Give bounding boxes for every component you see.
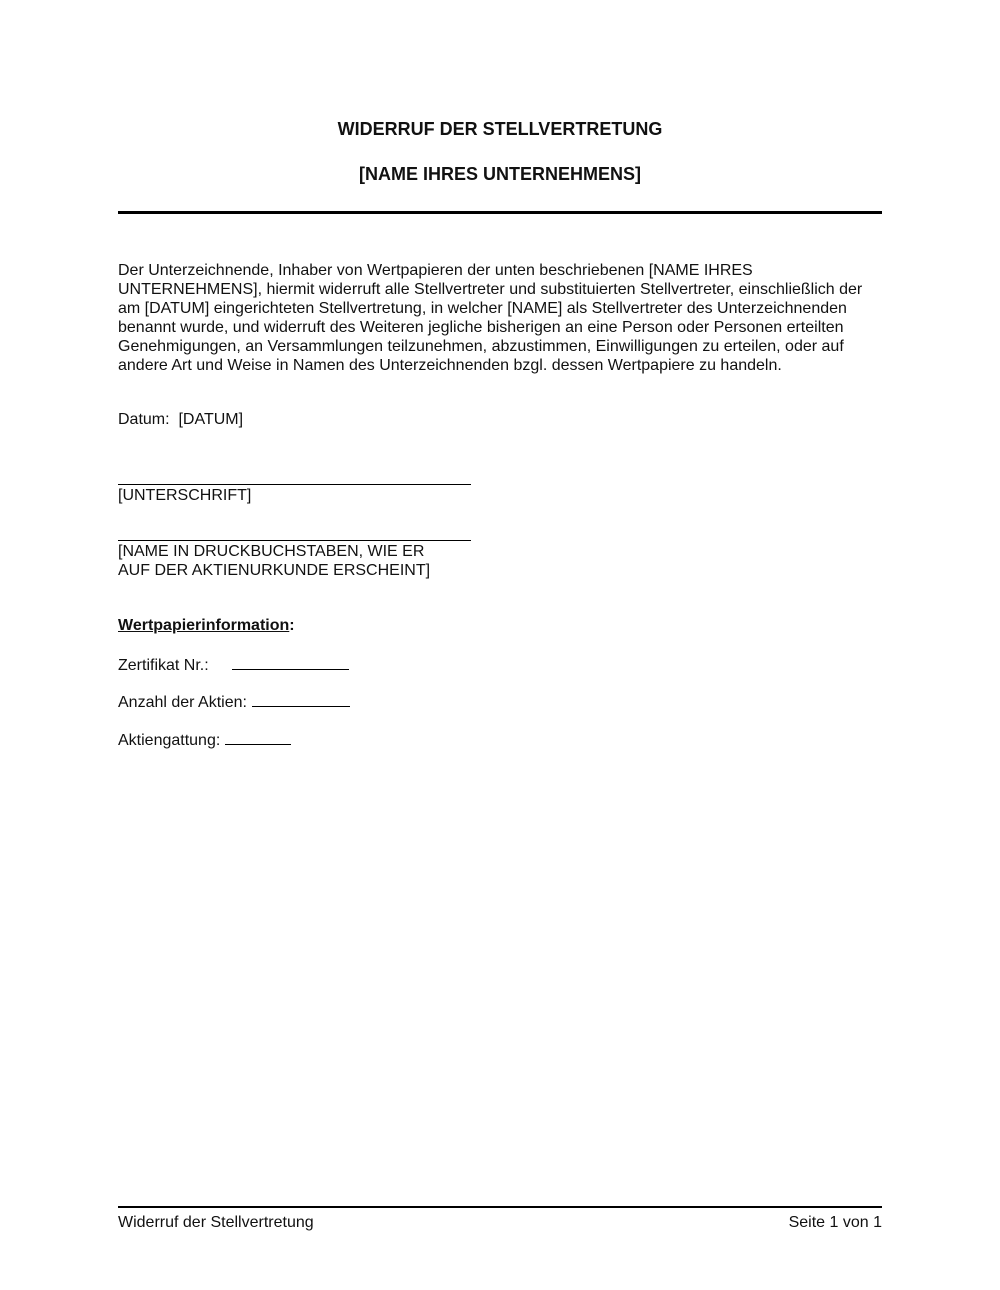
body-line: Der Unterzeichnende, Inhaber von Wertpapieren der unten beschriebenen [NAME IHRES [118,262,753,279]
date-label: Datum: [118,411,170,428]
printed-name-label-line: AUF DER AKTIENURKUNDE ERSCHEINT] [118,562,431,579]
date-value: [DATUM] [178,411,244,428]
printed-name-label [118,542,430,580]
printed-name-line [118,540,471,541]
body-line: andere Art und Weise in Namen des Unterzeichnenden bzgl. dessen Wertpapiere zu handeln. [118,357,782,374]
share-count-field [118,690,350,713]
signature-label: [UNTERSCHRIFT] [118,487,252,504]
body-line: am [DATUM] eingerichteten Stellvertretung, in welcher [NAME] als Stellvertreter des Unterzeichnenden [118,300,847,317]
printed-name-label-line: [NAME IN DRUCKBUCHSTABEN, WIE ER [118,543,425,560]
certificate-number-blank [232,653,349,670]
footer-divider [118,1206,882,1208]
share-class-label: Aktiengattung: [118,732,221,749]
body-line: Genehmigungen, an Versammlungen teilzunehmen, abzustimmen, Einwilligungen zu erteilen, oder auf [118,338,844,355]
body-line: benannt wurde, und widerruft des Weiteren jegliche bisherigen an eine Person oder Personen erteilten [118,319,844,336]
body-paragraph [118,261,888,375]
footer-document-name: Widerruf der Stellvertretung [118,1214,314,1231]
body-line: UNTERNEHMENS], hiermit widerruft alle Stellvertreter und substituierten Stellvertreter, einschließlich der [118,281,863,298]
securities-heading-text: Wertpapierinformation [118,617,290,634]
date-line [118,410,243,430]
document-title: WIDERRUF DER STELLVERTRETUNG [337,119,663,139]
securities-heading-colon: : [289,617,295,634]
share-class-field [118,728,291,751]
share-count-blank [252,690,350,707]
footer-page-number: Seite 1 von 1 [788,1214,882,1231]
share-class-blank [225,728,291,745]
signature-line [118,484,471,485]
header-divider [118,211,882,214]
certificate-number-label: Zertifikat Nr.: [118,657,209,674]
securities-heading [118,616,295,636]
certificate-number-field [118,653,349,676]
share-count-label: Anzahl der Aktien: [118,694,247,711]
document-subtitle: [NAME IHRES UNTERNEHMENS] [358,164,641,184]
